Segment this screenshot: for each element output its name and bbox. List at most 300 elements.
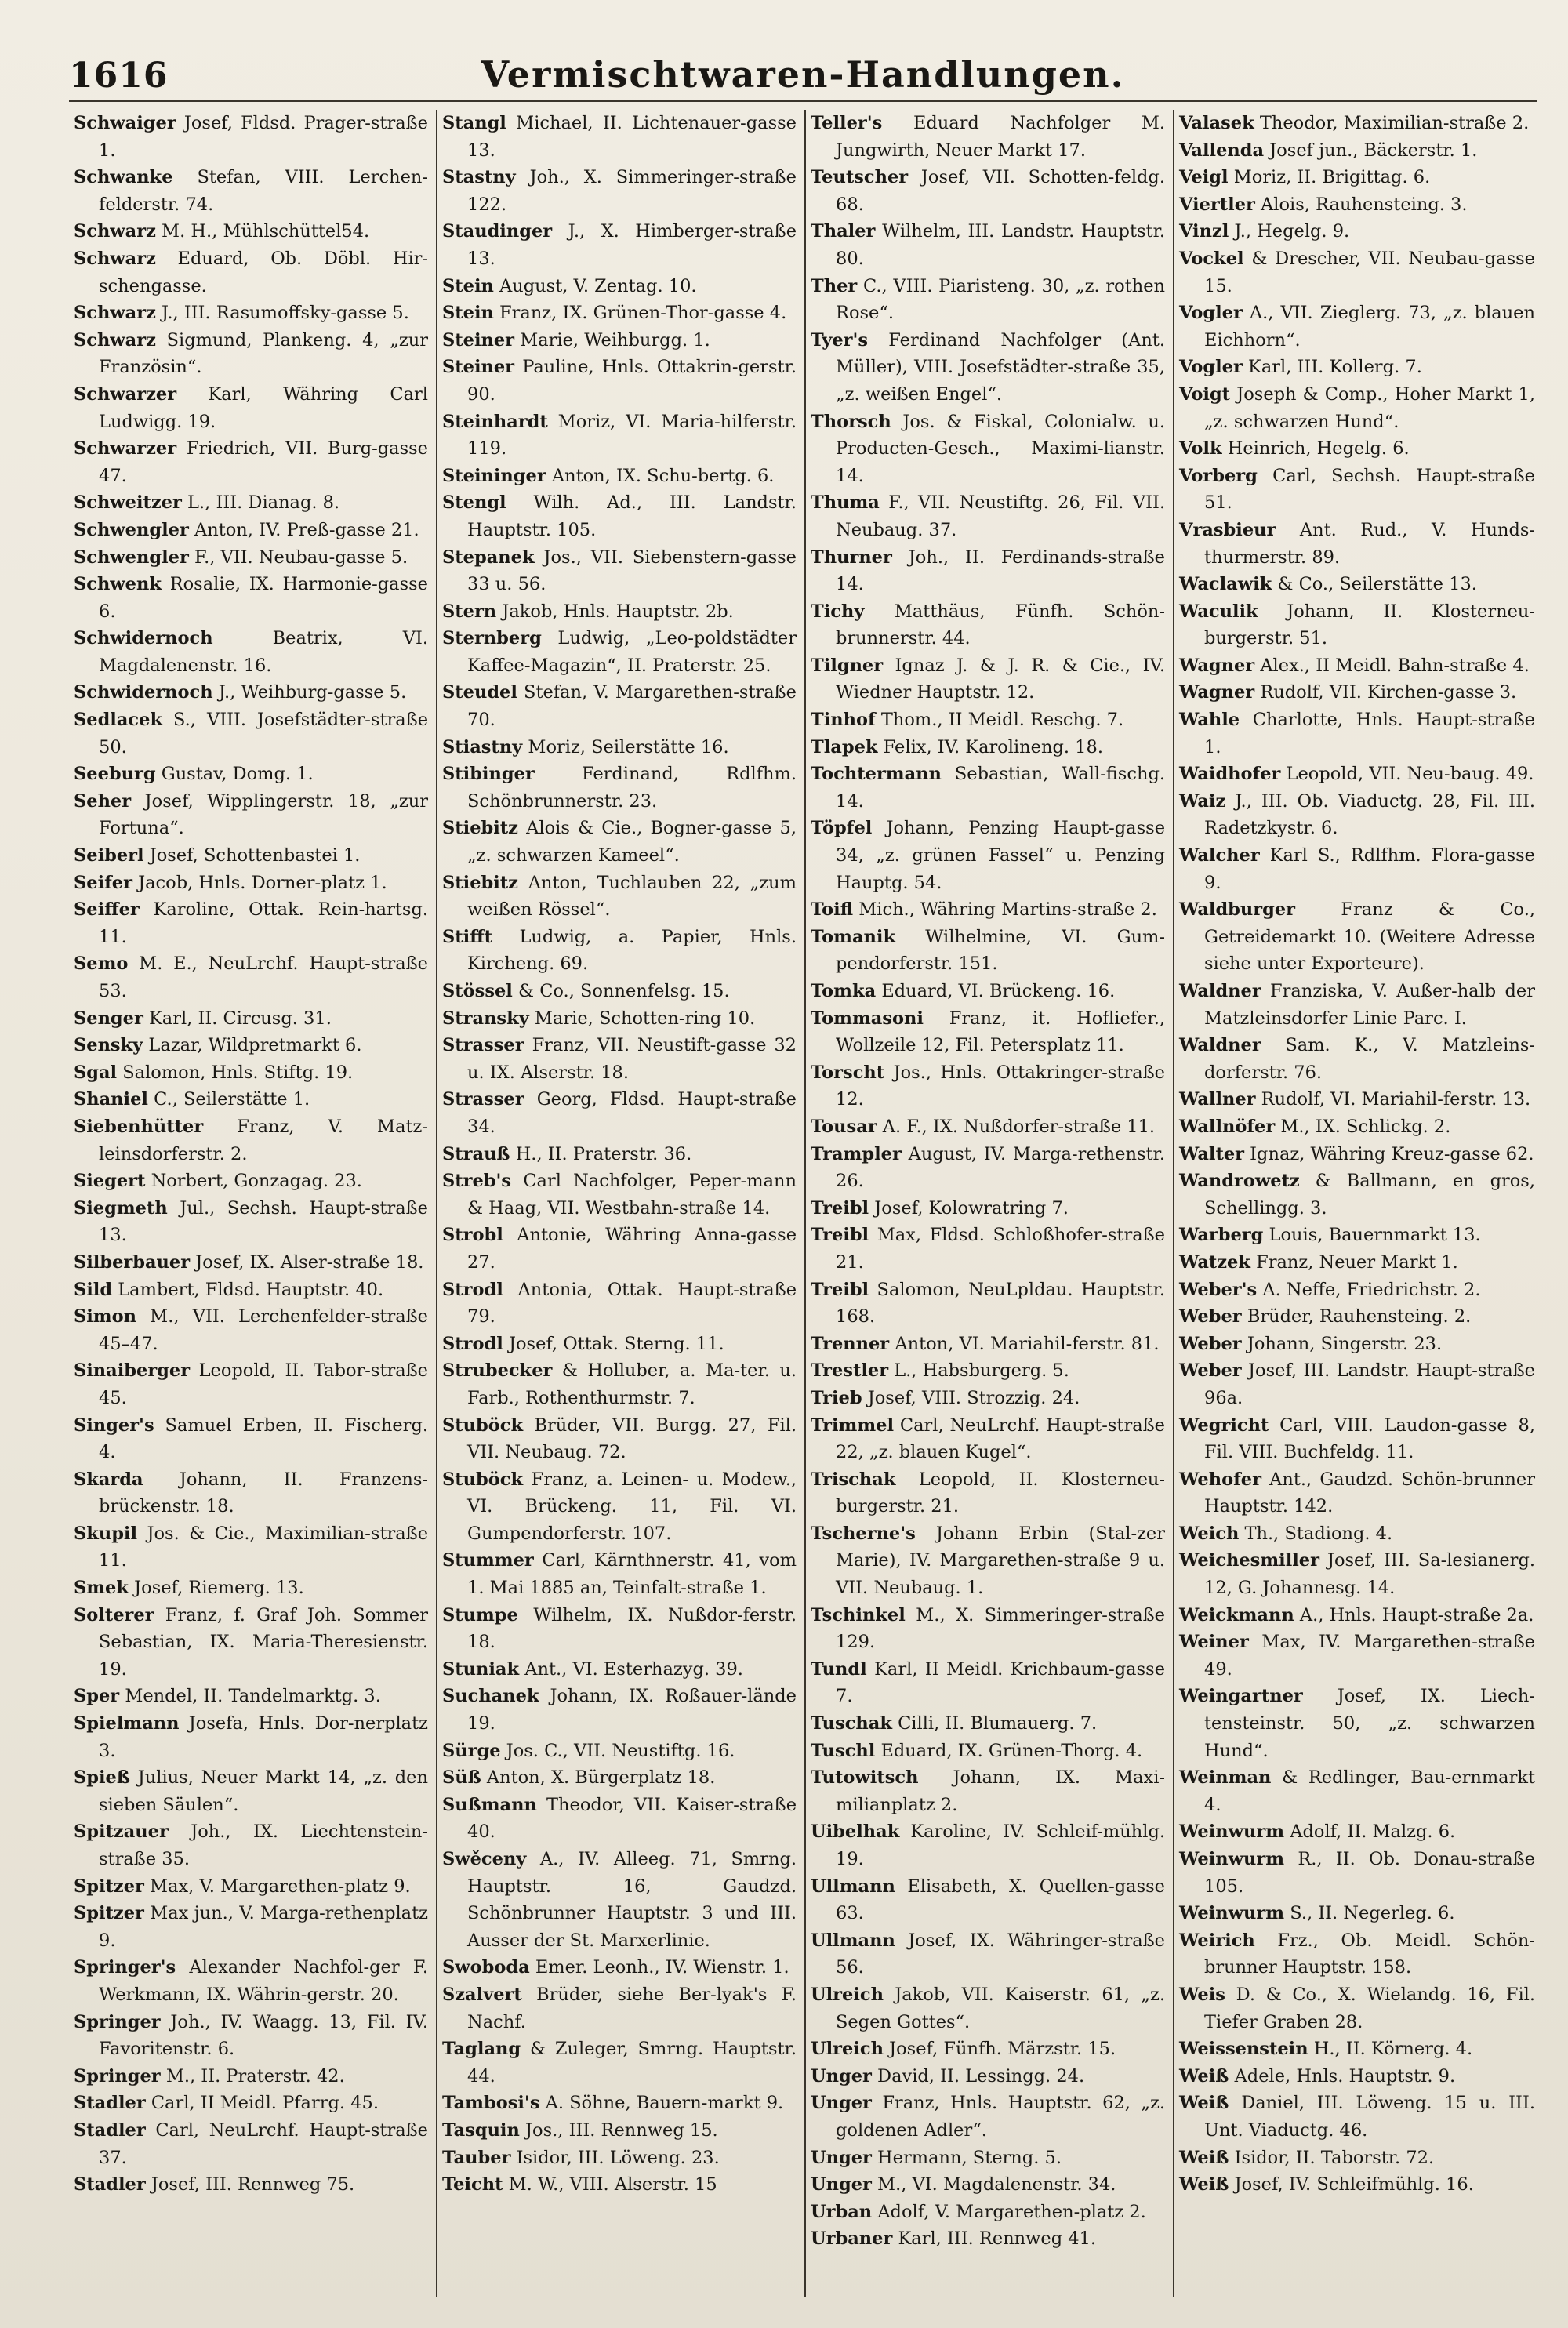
directory-entry xyxy=(811,652,1165,706)
entry-details: Leopold, II. Klosterneu-burgerstr. 21. xyxy=(836,1469,1165,1517)
entry-name: Veigl xyxy=(1179,167,1229,188)
entry-name: Wagner xyxy=(1179,682,1255,703)
entry-name: Tyer's xyxy=(811,329,869,350)
entry-name: Weissenstein xyxy=(1179,2039,1308,2060)
directory-entry xyxy=(811,1385,1165,1412)
entry-details: A. Söhne, Bauern-markt 9. xyxy=(545,2093,784,2114)
entry-details: Josef jun., Bäckerstr. 1. xyxy=(1269,140,1478,161)
entry-details: Georg, Fldsd. Haupt-straße 34. xyxy=(467,1089,797,1137)
entry-details: L., Habsburgerg. 5. xyxy=(894,1360,1069,1382)
entry-details: Stefan, V. Margarethen-straße 70. xyxy=(467,682,797,731)
directory-entry xyxy=(1179,1764,1535,1818)
entry-name: Toifl xyxy=(811,899,854,921)
entry-details: Norbert, Gonzagag. 23. xyxy=(151,1171,362,1192)
entry-details: Josef, VII. Schotten-feldg. 68. xyxy=(836,167,1165,215)
directory-entry xyxy=(74,1249,428,1277)
directory-entry xyxy=(811,1466,1165,1520)
entry-name: Strobl xyxy=(442,1225,503,1246)
entry-details: Hermann, Sterng. 5. xyxy=(877,2147,1062,2168)
directory-entry xyxy=(1179,1981,1535,2036)
entry-details: S., II. Negerleg. 6. xyxy=(1290,1903,1455,1924)
entry-name: Weiß xyxy=(1179,2065,1229,2086)
entry-details: Eduard, Ob. Döbl. Hir-schengasse. xyxy=(99,248,428,296)
directory-entry xyxy=(811,1195,1165,1222)
entry-details: J., III. Rasumoffsky-gasse 5. xyxy=(162,303,409,324)
entry-name: Ulreich xyxy=(811,1984,884,2005)
entry-name: Stummer xyxy=(442,1550,534,1571)
entry-name: Uibelhak xyxy=(811,1821,900,1843)
entry-details: R., II. Ob. Donau-straße 105. xyxy=(1204,1849,1535,1897)
entry-name: Siegmeth xyxy=(74,1197,168,1218)
directory-entry xyxy=(442,1846,797,1954)
entry-name: Stiebitz xyxy=(442,818,518,839)
entry-name: Trenner xyxy=(811,1333,890,1354)
entry-details: Carl, VIII. Laudon-gasse 8, Fil. VIII. Buchfeldg. 11. xyxy=(1204,1415,1536,1463)
entry-name: Süß xyxy=(442,1767,481,1789)
entry-details: August, V. Zentag. 10. xyxy=(499,275,697,296)
entry-name: Unger xyxy=(811,2065,872,2086)
entry-name: Urbaner xyxy=(811,2228,893,2250)
entry-name: Steudel xyxy=(442,682,517,703)
entry-name: Stumpe xyxy=(442,1604,518,1625)
entry-name: Strubecker xyxy=(442,1360,553,1382)
entry-name: Springer xyxy=(74,2011,161,2032)
entry-details: Joh., X. Simmeringer-straße 122. xyxy=(467,167,797,215)
directory-entry xyxy=(1179,896,1535,978)
directory-entry xyxy=(1179,218,1535,245)
directory-entry xyxy=(1179,1168,1535,1222)
directory-entry xyxy=(811,2199,1165,2226)
entry-details: Josef, IX. Alser-straße 18. xyxy=(195,1251,424,1273)
directory-columns xyxy=(69,110,1537,2297)
directory-entry xyxy=(811,1764,1165,1818)
directory-entry xyxy=(811,815,1165,896)
entry-details: Josef, III. Sa-lesianerg. 12, G. Johannesg. 14. xyxy=(1204,1550,1535,1599)
entry-name: Vogler xyxy=(1179,357,1243,378)
entry-details: Adolf, II. Malzg. 6. xyxy=(1290,1821,1456,1843)
directory-entry xyxy=(1179,978,1535,1032)
entry-details: Anton, IX. Schu-bertg. 6. xyxy=(551,465,775,486)
directory-entry xyxy=(442,1981,797,2036)
entry-details: Max, Fldsd. Schloßhofer-straße 21. xyxy=(836,1225,1165,1273)
entry-name: Urban xyxy=(811,2201,873,2222)
entry-details: Josef, Ottak. Sterng. 11. xyxy=(508,1333,724,1354)
entry-details: Gustav, Domg. 1. xyxy=(161,764,314,785)
entry-name: Walcher xyxy=(1179,845,1260,866)
entry-name: Wahle xyxy=(1179,710,1240,731)
entry-details: Jakob, VII. Kaiserstr. 61, „z. Segen Gottes“. xyxy=(836,1984,1166,2032)
entry-details: & Redlinger, Bau-ernmarkt 4. xyxy=(1204,1767,1535,1815)
entry-name: Tasquin xyxy=(442,2119,520,2141)
entry-details: Franz, it. Hofliefer., Wollzeile 12, Fil. Petersplatz 11. xyxy=(836,1008,1166,1056)
entry-details: Rosalie, IX. Harmonie-gasse 6. xyxy=(99,574,428,622)
directory-entry xyxy=(74,870,428,897)
directory-entry xyxy=(442,2171,797,2199)
entry-details: Joh., II. Ferdinands-straße 14. xyxy=(836,547,1165,595)
directory-entry xyxy=(811,1277,1165,1331)
entry-name: Swěceny xyxy=(442,1849,527,1869)
entry-details: Isidor, II. Taborstr. 72. xyxy=(1234,2147,1435,2168)
entry-name: Wegricht xyxy=(1179,1415,1269,1436)
directory-entry xyxy=(811,1222,1165,1276)
directory-entry xyxy=(74,1168,428,1195)
entry-name: Skupil xyxy=(74,1523,138,1544)
directory-entry xyxy=(1179,1249,1535,1277)
entry-name: Tinhof xyxy=(811,710,876,731)
entry-name: Waldner xyxy=(1179,981,1261,1001)
entry-details: Julius, Neuer Markt 14, „z. den sieben Säulen“. xyxy=(99,1767,428,1815)
directory-entry xyxy=(1179,1602,1535,1629)
directory-entry xyxy=(1179,652,1535,680)
entry-details: Josef, IX. Währinger-straße 56. xyxy=(836,1930,1165,1978)
entry-name: Taglang xyxy=(442,2039,521,2060)
entry-name: Schwarzer xyxy=(74,383,177,405)
entry-details: M., II. Praterstr. 42. xyxy=(165,2065,345,2086)
entry-details: Ludwig, „Leo-poldstädter Kaffee-Magazin“, II. Praterstr. 25. xyxy=(467,628,797,676)
entry-details: Johann, IX. Maxi-milianplatz 2. xyxy=(836,1767,1165,1815)
directory-entry xyxy=(442,1683,797,1737)
entry-name: Schwengler xyxy=(74,519,189,540)
entry-name: Tomka xyxy=(811,981,877,1001)
directory-entry xyxy=(442,1792,797,1846)
entry-name: Schwengler xyxy=(74,547,189,568)
entry-name: Stiastny xyxy=(442,736,523,757)
directory-entry xyxy=(1179,463,1535,517)
entry-name: Spieß xyxy=(74,1767,130,1789)
entry-name: Voigt xyxy=(1179,383,1231,405)
directory-entry xyxy=(442,924,797,978)
entry-details: Ferdinand, Rdlfhm. Schönbrunnerstr. 23. xyxy=(467,764,797,812)
entry-details: M. H., Mühlschüttel54. xyxy=(162,221,370,242)
entry-name: Solterer xyxy=(74,1604,154,1625)
entry-name: Weber xyxy=(1179,1333,1242,1354)
entry-details: Stefan, VIII. Lerchen-felderstr. 74. xyxy=(99,167,429,215)
entry-name: Siebenhütter xyxy=(74,1116,204,1137)
entry-details: Friedrich, VII. Burg-gasse 47. xyxy=(99,438,428,486)
entry-details: & Drescher, VII. Neubau-gasse 15. xyxy=(1204,248,1535,296)
entry-details: Karl, III. Kollerg. 7. xyxy=(1248,357,1422,378)
directory-column-1 xyxy=(69,110,437,2297)
entry-name: Weich xyxy=(1179,1523,1240,1544)
directory-entry xyxy=(74,435,428,489)
entry-details: M., X. Simmeringer-straße 129. xyxy=(836,1604,1165,1653)
directory-entry xyxy=(811,409,1165,490)
entry-name: Smek xyxy=(74,1578,129,1599)
directory-entry xyxy=(442,327,797,354)
directory-entry xyxy=(442,1466,797,1548)
entry-name: Vrasbieur xyxy=(1179,519,1276,540)
directory-entry xyxy=(811,1520,1165,1602)
entry-details: Johann, IX. Roßauer-lände 19. xyxy=(467,1686,797,1734)
entry-name: Stadler xyxy=(74,2093,146,2114)
entry-details: Ant., VI. Esterhazyg. 39. xyxy=(524,1658,743,1680)
entry-details: M. W., VIII. Alserstr. 15 xyxy=(508,2174,717,2195)
directory-entry xyxy=(811,1927,1165,1981)
entry-details: & Zuleger, Smrng. Hauptstr. 44. xyxy=(467,2039,797,2086)
directory-entry xyxy=(442,1086,797,1140)
entry-name: Stuböck xyxy=(442,1415,524,1436)
directory-entry xyxy=(1179,1222,1535,1249)
entry-details: Karoline, Ottak. Rein-hartsg. 11. xyxy=(99,899,428,947)
entry-details: Karl, II Meidl. Krichbaum-gasse 7. xyxy=(836,1658,1166,1707)
directory-entry xyxy=(811,2090,1165,2144)
entry-name: Weber xyxy=(1179,1306,1242,1327)
entry-name: Unger xyxy=(811,2093,872,2114)
directory-entry xyxy=(74,788,428,842)
directory-entry xyxy=(1179,381,1535,435)
directory-entry xyxy=(74,1086,428,1113)
entry-details: Joh., IV. Waagg. 13, Fil. IV. Favoritenstr. 6. xyxy=(99,2011,428,2060)
entry-name: Tichy xyxy=(811,601,865,622)
entry-details: Alexander Nachfol-ger F. Werkmann, IX. Währin-gerstr. 20. xyxy=(99,1957,428,2005)
entry-details: Jos., VII. Siebenstern-gasse 33 u. 56. xyxy=(467,547,797,595)
entry-details: L., III. Dianag. 8. xyxy=(187,492,340,514)
directory-entry xyxy=(442,2145,797,2172)
entry-name: Weinwurm xyxy=(1179,1903,1285,1924)
directory-entry xyxy=(1179,1357,1535,1411)
entry-details: Alex., II Meidl. Bahn-straße 4. xyxy=(1260,655,1530,676)
entry-name: Sinaiberger xyxy=(74,1360,191,1382)
entry-name: Siegert xyxy=(74,1171,146,1192)
directory-entry xyxy=(442,815,797,869)
entry-details: Jul., Sechsh. Haupt-straße 13. xyxy=(99,1197,428,1246)
directory-entry xyxy=(811,734,1165,761)
directory-column-4 xyxy=(1174,110,1543,2297)
entry-details: Heinrich, Hegelg. 6. xyxy=(1227,438,1410,459)
directory-entry xyxy=(1179,1900,1535,1927)
entry-name: Weiß xyxy=(1179,2093,1229,2114)
directory-entry xyxy=(811,1981,1165,2036)
entry-name: Weingartner xyxy=(1179,1686,1303,1707)
entry-details: A. Neffe, Friedrichstr. 2. xyxy=(1262,1279,1481,1300)
entry-name: Weickmann xyxy=(1179,1604,1294,1625)
entry-details: Moriz, Seilerstätte 16. xyxy=(528,736,729,757)
entry-name: Steiner xyxy=(442,357,515,378)
directory-entry xyxy=(74,896,428,950)
entry-name: Stifft xyxy=(442,926,493,947)
entry-name: Strauß xyxy=(442,1143,510,1164)
entry-details: Felix, IV. Karolineng. 18. xyxy=(883,736,1103,757)
entry-name: Simon xyxy=(74,1306,136,1327)
entry-details: Anton, IV. Preß-gasse 21. xyxy=(194,519,419,540)
directory-entry xyxy=(74,1602,428,1683)
directory-entry xyxy=(442,2036,797,2090)
entry-name: Stepanek xyxy=(442,547,535,568)
entry-name: Tambosi's xyxy=(442,2093,540,2114)
entry-details: Elisabeth, X. Quellen-gasse 63. xyxy=(836,1876,1165,1924)
directory-entry xyxy=(74,2090,428,2117)
directory-entry xyxy=(74,1954,428,2008)
entry-name: Weber's xyxy=(1179,1279,1258,1300)
entry-details: Samuel Erben, II. Fischerg. 4. xyxy=(99,1415,428,1463)
entry-details: Rudolf, VII. Kirchen-gasse 3. xyxy=(1260,682,1517,703)
directory-entry xyxy=(811,1656,1165,1710)
entry-details: Ignaz J. & J. R. & Cie., IV. Wiedner Hauptstr. 12. xyxy=(836,655,1165,703)
directory-entry xyxy=(442,354,797,408)
entry-details: Anton, Tuchlauben 22, „zum weißen Rössel“. xyxy=(467,872,797,921)
entry-name: Tschinkel xyxy=(811,1604,906,1625)
entry-name: Sußmann xyxy=(442,1794,537,1815)
entry-details: J., X. Himberger-straße 13. xyxy=(467,221,797,269)
directory-entry xyxy=(74,245,428,300)
directory-entry xyxy=(74,1303,428,1357)
entry-name: Waclawik xyxy=(1179,574,1272,595)
entry-details: Antonia, Ottak. Haupt-straße 79. xyxy=(467,1279,797,1327)
entry-name: Tuschl xyxy=(811,1740,876,1761)
entry-name: Stiebitz xyxy=(442,872,518,893)
entry-details: Max, IV. Margarethen-straße 49. xyxy=(1204,1632,1535,1680)
entry-name: Thuma xyxy=(811,492,880,514)
directory-entry xyxy=(811,2225,1165,2253)
entry-name: Treibl xyxy=(811,1279,869,1300)
directory-entry xyxy=(74,2009,428,2063)
directory-entry xyxy=(442,1357,797,1411)
entry-name: Sild xyxy=(74,1279,113,1300)
entry-name: Töpfel xyxy=(811,818,873,839)
entry-name: Wallnöfer xyxy=(1179,1116,1276,1137)
entry-name: Stössel xyxy=(442,981,513,1001)
entry-name: Semo xyxy=(74,953,129,975)
entry-details: F., VII. Neustiftg. 26, Fil. VII. Neubaug. 37. xyxy=(836,492,1165,540)
entry-name: Seifer xyxy=(74,872,132,893)
entry-details: Jos., III. Rennweg 15. xyxy=(525,2119,718,2141)
entry-details: Karl S., Rdlfhm. Flora-gasse 9. xyxy=(1204,845,1535,893)
entry-name: Spielmann xyxy=(74,1713,180,1734)
entry-name: Schwidernoch xyxy=(74,682,213,703)
entry-name: Sternberg xyxy=(442,628,542,649)
entry-details: Salomon, NeuLpldau. Hauptstr. 168. xyxy=(836,1279,1165,1327)
directory-entry xyxy=(442,625,797,679)
entry-name: Senger xyxy=(74,1008,143,1029)
entry-name: Trieb xyxy=(811,1387,862,1408)
entry-name: Staudinger xyxy=(442,221,553,242)
entry-name: Weichesmiller xyxy=(1179,1550,1319,1571)
entry-name: Strasser xyxy=(442,1035,524,1056)
entry-name: Stein xyxy=(442,275,494,296)
directory-entry xyxy=(811,327,1165,409)
entry-name: Silberbauer xyxy=(74,1251,191,1273)
directory-entry xyxy=(811,1113,1165,1141)
entry-details: August, IV. Marga-rethenstr. 26. xyxy=(836,1143,1165,1192)
entry-name: Sedlacek xyxy=(74,710,163,731)
directory-entry xyxy=(811,1141,1165,1195)
directory-entry xyxy=(74,679,428,706)
entry-name: Seher xyxy=(74,790,132,812)
directory-entry xyxy=(442,409,797,463)
directory-entry xyxy=(442,218,797,272)
entry-name: Unger xyxy=(811,2147,872,2168)
entry-name: Weber xyxy=(1179,1360,1242,1382)
directory-entry xyxy=(1179,354,1535,381)
directory-entry xyxy=(442,761,797,815)
directory-entry xyxy=(1179,2145,1535,2172)
entry-details: Jos. C., VII. Neustiftg. 16. xyxy=(506,1740,735,1761)
entry-details: Johann Erbin (Stal-zer Marie), IV. Margarethen-straße 9 u. VII. Neubaug. 1. xyxy=(836,1523,1165,1599)
entry-name: Schwaiger xyxy=(74,113,176,133)
entry-details: Carl, Kärnthnerstr. 41, vom 1. Mai 1885 an, Teinfalt-straße 1. xyxy=(467,1550,797,1599)
entry-name: Schwarz xyxy=(74,303,156,324)
directory-entry xyxy=(74,571,428,625)
entry-name: Waldburger xyxy=(1179,899,1296,921)
entry-details: Josef, III. Rennweg 75. xyxy=(151,2174,355,2195)
entry-details: Leopold, VII. Neu-baug. 49. xyxy=(1286,764,1534,785)
entry-name: Steiner xyxy=(442,329,515,350)
directory-entry xyxy=(442,598,797,626)
directory-entry xyxy=(442,1412,797,1466)
directory-entry xyxy=(1179,2063,1535,2090)
entry-details: Marie, Schotten-ring 10. xyxy=(534,1008,756,1029)
entry-name: Tochtermann xyxy=(811,764,942,785)
directory-entry xyxy=(1179,1303,1535,1331)
entry-details: Franz, a. Leinen- u. Modew., VI. Brückeng. 11, Fil. VI. Gumpendorferstr. 107. xyxy=(467,1469,797,1544)
directory-entry xyxy=(1179,1466,1535,1520)
entry-details: Sigmund, Plankeng. 4, „zur Französin“. xyxy=(99,329,428,378)
directory-entry xyxy=(811,1818,1165,1872)
directory-entry xyxy=(1179,706,1535,761)
entry-name: Spitzer xyxy=(74,1903,144,1924)
entry-name: Stuböck xyxy=(442,1469,524,1490)
entry-details: Franziska, V. Außer-halb der Matzleinsdorfer Linie Parc. I. xyxy=(1204,981,1536,1029)
directory-entry xyxy=(74,1412,428,1466)
entry-name: Thaler xyxy=(811,221,876,242)
directory-entry xyxy=(74,110,428,164)
directory-entry xyxy=(811,1005,1165,1059)
entry-details: Ant. Rud., V. Hunds-thurmerstr. 89. xyxy=(1204,519,1535,568)
entry-details: Johann, II. Franzens-brückenstr. 18. xyxy=(99,1469,428,1517)
directory-entry xyxy=(74,1032,428,1059)
entry-name: Singer's xyxy=(74,1415,154,1436)
entry-details: Jakob, Hnls. Hauptstr. 2b. xyxy=(502,601,734,622)
directory-entry xyxy=(442,544,797,598)
entry-name: Suchanek xyxy=(442,1686,539,1707)
entry-details: Jos. & Cie., Maximilian-straße 11. xyxy=(99,1523,429,1571)
entry-details: Josef, IX. Liech-tensteinstr. 50, „z. schwarzen Hund“. xyxy=(1204,1686,1535,1761)
directory-entry xyxy=(442,1141,797,1168)
entry-name: Stastny xyxy=(442,167,516,188)
directory-entry xyxy=(74,1005,428,1033)
entry-details: Karl, II. Circusg. 31. xyxy=(148,1008,332,1029)
directory-entry xyxy=(1179,2171,1535,2199)
entry-details: Franz, f. Graf Joh. Sommer Sebastian, IX. Maria-Theresienstr. 19. xyxy=(99,1604,429,1680)
entry-name: Weinman xyxy=(1179,1767,1272,1789)
directory-entry xyxy=(1179,1846,1535,1900)
directory-entry xyxy=(442,870,797,924)
entry-details: Adele, Hnls. Hauptstr. 9. xyxy=(1234,2065,1456,2086)
directory-entry xyxy=(442,1656,797,1683)
entry-details: Marie, Weihburgg. 1. xyxy=(520,329,710,350)
directory-column-3 xyxy=(806,110,1174,2297)
directory-entry xyxy=(442,1032,797,1086)
entry-name: Strodl xyxy=(442,1333,503,1354)
entry-details: Franz, Hnls. Hauptstr. 62, „z. goldenen Adler“. xyxy=(836,2093,1165,2141)
directory-entry xyxy=(74,1683,428,1710)
entry-details: Isidor, III. Löweng. 23. xyxy=(516,2147,720,2168)
entry-details: Moriz, II. Brigittag. 6. xyxy=(1233,167,1431,188)
directory-entry xyxy=(74,1873,428,1901)
entry-name: Schwarzer xyxy=(74,438,177,459)
directory-entry xyxy=(74,1520,428,1574)
directory-entry xyxy=(1179,1683,1535,1764)
entry-name: Steininger xyxy=(442,465,546,486)
entry-details: Josef, IV. Schleifmühlg. 16. xyxy=(1234,2174,1474,2195)
directory-entry xyxy=(74,706,428,761)
entry-details: Wilhelmine, VI. Gum-pendorferstr. 151. xyxy=(836,926,1165,975)
entry-name: Springer's xyxy=(74,1957,176,1978)
entry-details: M. E., NeuLrchf. Haupt-straße 53. xyxy=(99,953,428,1001)
entry-name: Valasek xyxy=(1179,113,1254,133)
entry-name: Stein xyxy=(442,303,494,324)
directory-entry xyxy=(811,1331,1165,1358)
